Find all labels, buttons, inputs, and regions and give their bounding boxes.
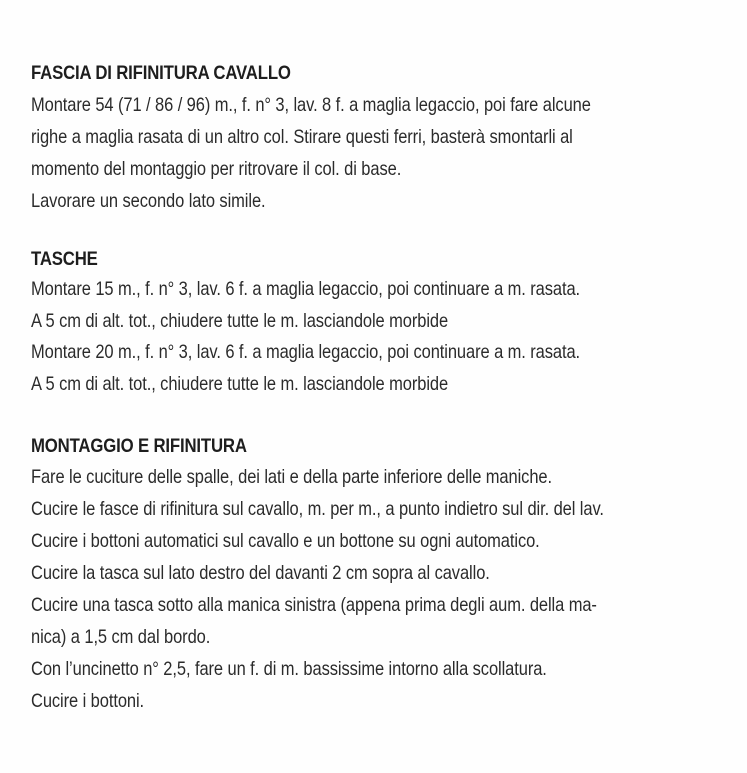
- section-title: FASCIA DI RIFINITURA CAVALLO: [31, 62, 291, 84]
- text-line: Montare 20 m., f. n° 3, lav. 6 f. a maglia legaccio, poi continuare a m. rasata.: [31, 341, 581, 363]
- section-fascia-rifinitura-cavallo: [31, 59, 721, 217]
- text-line: A 5 cm di alt. tot., chiudere tutte le m. lasciandole morbide: [31, 309, 449, 332]
- section-montaggio-e-rifinitura: [31, 432, 721, 717]
- text-line: Cucire i bottoni automatici sul cavallo e un bottone su ogni automatico.: [31, 530, 540, 552]
- text-line: nica) a 1,5 cm dal bordo.: [31, 626, 211, 648]
- text-line: Lavorare un secondo lato simile.: [31, 190, 266, 212]
- text-line: Cucire la tasca sul lato destro del davanti 2 cm sopra al cavallo.: [31, 562, 490, 584]
- section-title: MONTAGGIO E RIFINITURA: [31, 435, 247, 457]
- text-line: A 5 cm di alt. tot., chiudere tutte le m. lasciandole morbide: [31, 372, 449, 395]
- text-line: Montare 54 (71 / 86 / 96) m., f. n° 3, lav. 8 f. a maglia legaccio, poi fare alcune: [31, 94, 591, 116]
- text-line: Montare 15 m., f. n° 3, lav. 6 f. a maglia legaccio, poi continuare a m. rasata.: [31, 278, 581, 300]
- text-line: Cucire le fasce di rifinitura sul cavallo, m. per m., a punto indietro sul dir. del lav.: [31, 498, 604, 520]
- text-line: Cucire una tasca sotto alla manica sinistra (appena prima degli aum. della ma-: [31, 594, 597, 616]
- text-line: momento del montaggio per ritrovare il col. di base.: [31, 158, 402, 180]
- text-line: Con l’uncinetto n° 2,5, fare un f. di m. bassissime intorno alla scollatura.: [31, 658, 547, 680]
- text-line: Cucire i bottoni.: [31, 690, 145, 712]
- text-line: righe a maglia rasata di un altro col. Stirare questi ferri, basterà smontarli al: [31, 126, 573, 148]
- section-tasche: [31, 245, 721, 400]
- section-title: TASCHE: [31, 248, 98, 270]
- text-line: Fare le cuciture delle spalle, dei lati e della parte inferiore delle maniche.: [31, 466, 552, 488]
